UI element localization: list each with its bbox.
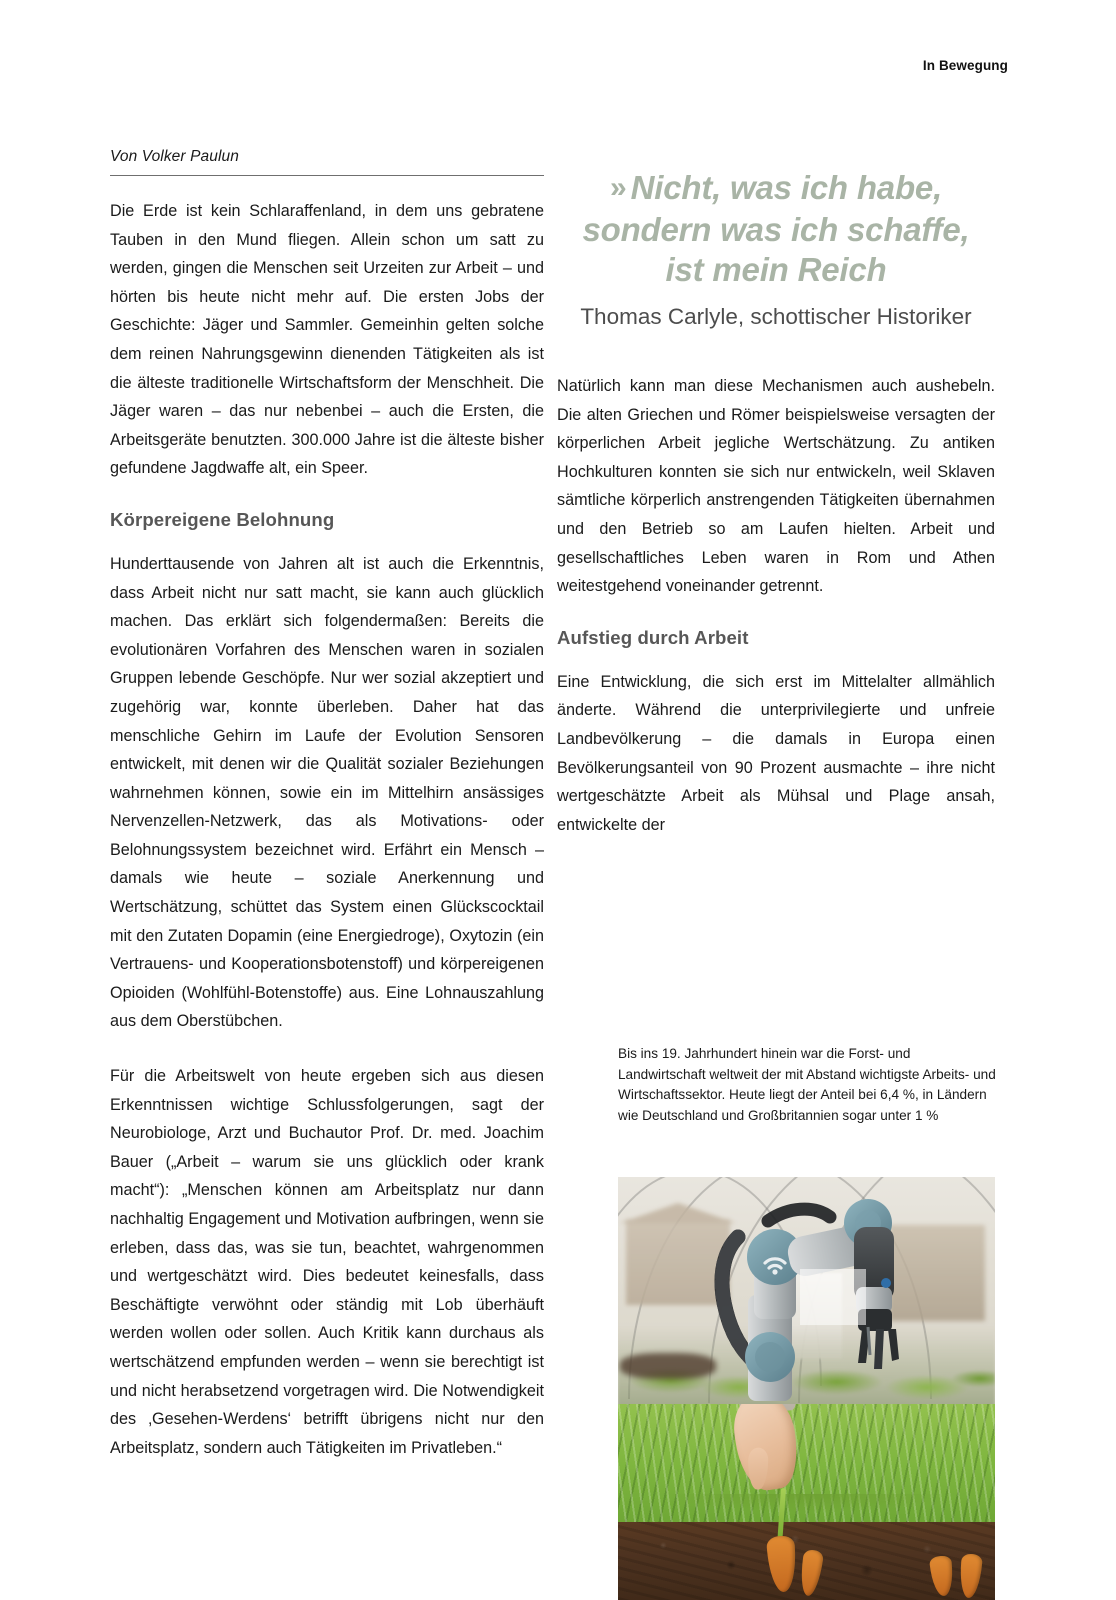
right-column bbox=[557, 168, 995, 839]
figure-photo bbox=[618, 1177, 995, 1600]
body-paragraph: Für die Arbeitswelt von heute ergeben sich aus diesen Erkenntnissen wichtige Schlussfolgerungen, sagt der Neurobiologe, Arzt und Buchautor Prof. Dr. med. Joachim Bauer („Arbeit – warum sie uns glücklich oder krank macht“): „Menschen können am Arbeitsplatz nur dann nachhaltig Engagement und Motivation aufbringen, wenn sie erleben, dass das, was sie tun, beachtet, wahrgenommen und wertgeschätzt wird. Dies bedeutet keinesfalls, dass Beschäftigte verwöhnt oder ständig mit Lob überhäuft werden wollen oder sollen. Auch Kritik kann durchaus als wertschätzend empfunden werden – wenn sie berechtigt ist und nicht herabsetzend vorgetragen wird. Die Notwendigkeit des ‚Gesehen-Werdens‘ betrifft übrigens nicht nur den Arbeitsplatz, sondern auch Tätigkeiten im Privatleben.“ bbox=[110, 1067, 544, 1457]
thumb bbox=[748, 1447, 769, 1489]
double-chevron-icon: » bbox=[609, 171, 624, 204]
photo-composite bbox=[618, 1177, 995, 1600]
pullquote-text: Nicht, was ich habe, sondern was ich schaffe, ist mein Reich bbox=[582, 169, 970, 288]
carrot-greens bbox=[618, 1404, 995, 1536]
body-paragraph: Natürlich kann man diese Mechanismen auch aushebeln. Die alten Griechen und Römer beispielsweise versagten der körperlichen Arbeit jegliche Wertschätzung. Zu antiken Hochkulturen konnten sie sich nur entwickeln, weil Sklaven sämtliche körperlich anstrengenden Tätigkeiten übernahmen und den Betrieb so am Laufen hielten. Arbeit und gesellschaftliches Leben waren in Rom und Athen weitestgehend voneinander getrennt. bbox=[557, 377, 995, 596]
figure-caption: Bis ins 19. Jahrhundert hinein war die Forst- und Landwirtschaft weltweit der mit Abstand wichtigste Arbeits- und Wirtschaftssektor. Heute liegt der Anteil bei 6,4 %, in Ländern wie Deutschland und Großbritannien sogar unter 1 % bbox=[618, 1046, 996, 1123]
left-column bbox=[110, 148, 544, 1462]
pullquote-text-wrapper bbox=[563, 168, 989, 290]
carrot-field bbox=[618, 1404, 995, 1600]
body-paragraph: Eine Entwicklung, die sich erst im Mittelalter allmählich änderte. Während die unterprivilegierte und unfreie Landbevölkerung – die damals in Europa einen Bevölkerungsanteil von 90 Prozent ausmachte – ihre nicht wertgeschätzte Arbeit als Mühsal und Plage ansah, entwickelte der bbox=[557, 672, 995, 834]
body-paragraph: Hunderttausende von Jahren alt ist auch die Erkenntnis, dass Arbeit nicht nur satt macht, sie kann auch glücklich machen. Das erklärt sich folgendermaßen: Bereits die evolutionären Vorfahren des Menschen waren in sozialen Gruppen lebende Geschöpfe. Nur wer sozial akzeptiert und zugehörig war, konnte überleben. Daher hat das menschliche Gehirn im Laufe der Evolution Sensoren entwickelt, mit denen wir die Qualität sozialer Beziehungen wahrnehmen können, sowie ein im Mittelhirn ansässiges Nervenzellen-Netzwerk, das als Motivations- oder Belohnungssystem bezeichnet wird. Erfährt ein Mensch – damals wie heute – soziale Anerkennung und Wertschätzung, schüttet das System einen Glückscocktail mit den Zutaten Dopamin (eine Energiedroge), Oxytozin (ein Vertrauens- und Kooperationsbotenstoff) und körpereigenen Opioiden (Wohlfühl-Botenstoffe) aus. Eine Lohnauszahlung aus dem Oberstübchen. bbox=[110, 554, 544, 1031]
byline: Von Volker Paulun bbox=[110, 148, 239, 165]
robot-arm-icon bbox=[618, 1177, 995, 1409]
running-header: In Bewegung bbox=[922, 58, 1008, 73]
pullquote bbox=[557, 168, 995, 332]
section-heading-koerpereigene-belohnung: Körpereigene Belohnung bbox=[110, 508, 335, 530]
byline-divider bbox=[110, 175, 544, 176]
intro-paragraph: Die Erde ist kein Schlaraffenland, in dem uns gebratene Tauben in den Mund fliegen. Allein schon um satt zu werden, gingen die Menschen seit Urzeiten zur Arbeit – und hörten bis heute nicht mehr auf. Die ersten Jobs der Geschichte: Jäger und Sammler. Gemeinhin gelten solche dem reinen Nahrungsgewinn dienenden Tätigkeiten als ist die älteste traditionelle Wirtschaftsform der Menschheit. Die Jäger waren – das nur nebenbei – auch die Ersten, die Arbeitsgeräte benutzten. 300.000 Jahre ist die älteste bisher gefundene Jagdwaffe alt, ein Speer. bbox=[110, 202, 544, 478]
pullquote-attribution: Thomas Carlyle, schottischer Historiker bbox=[580, 304, 972, 329]
section-heading-aufstieg-durch-arbeit: Aufstieg durch Arbeit bbox=[557, 626, 749, 648]
